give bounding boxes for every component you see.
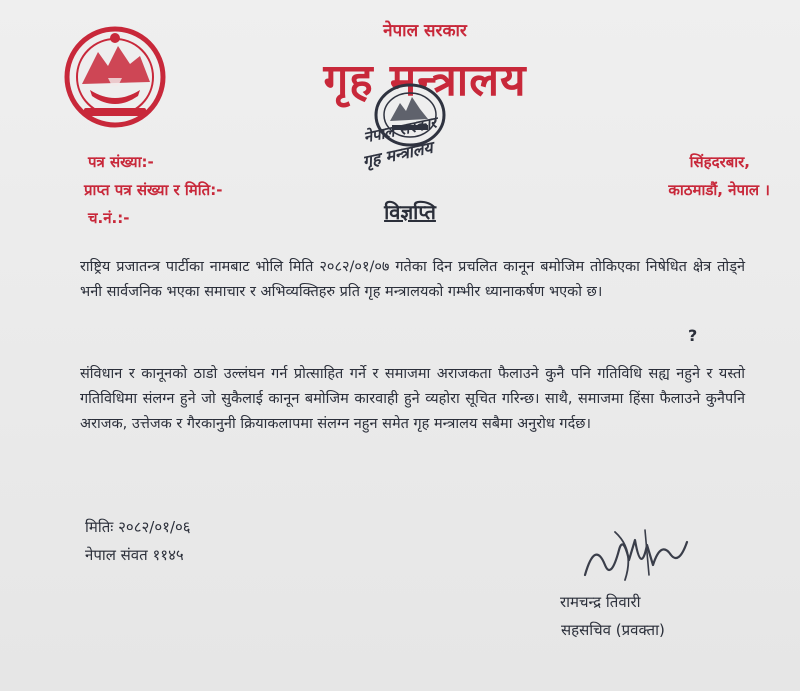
stray-mark: ? <box>688 326 698 345</box>
notice-date: मितिः २०८२/०१/०६ <box>85 518 191 536</box>
signature-icon <box>575 520 695 590</box>
address-line-1: सिंहदरबार, <box>689 153 750 171</box>
dispatch-number-label: च.नं.:- <box>88 209 130 227</box>
government-name: नेपाल सरकार <box>383 21 467 41</box>
signatory-name: रामचन्द्र तिवारी <box>560 593 641 611</box>
nepal-emblem-icon <box>60 22 170 132</box>
ministry-name: गृह मन्त्रालय <box>323 55 527 106</box>
notice-paragraph-1: राष्ट्रिय प्रजातन्त्र पार्टीका नामबाट भोलि मिति २०८२/०१/०७ गतेका दिन प्रचलित कानून बमोजिम तोकिएका निषेधित क्षेत्र तोड्ने भनी सार्वजनिक भएका समाचार र अभिव्यक्तिहरु प्रति गृह मन्त्रालयको गम्भीर ध्यानाकर्षण भएको छ। <box>80 259 745 300</box>
notice-paragraph-2: संविधान र कानूनको ठाडो उल्लंघन गर्न प्रोत्साहित गर्ने र समाजमा अराजकता फैलाउने कुनै पनि गतिविधि सह्य नहुने र यस्तो गतिविधिमा संलग्न हुने जो सुकैलाई कानून बमोजिम कारवाही हुने व्यहोरा सूचित गरिन्छ। साथै, समाजमा हिंसा फैलाउने कुनैपनि अराजक, उत्तेजक र गैरकानुनी क्रियाकलापमा संलग्न नहुन समेत गृह मन्त्रालय सबैमा अनुरोध गर्दछ। <box>80 366 745 432</box>
address-line-2: काठमाडौं, नेपाल । <box>668 181 770 199</box>
received-letter-label: प्राप्त पत्र संख्या र मिति:- <box>84 181 223 199</box>
stamp-text-line1: नेपाल सरकार <box>361 113 439 147</box>
letter-number-label: पत्र संख्या:- <box>88 153 154 171</box>
stamp-text-line2: गृह मन्त्रालय <box>360 137 435 172</box>
signatory-title: सहसचिव (प्रवक्ता) <box>561 621 665 639</box>
nepal-sambat-date: नेपाल संवत ११४५ <box>85 546 184 564</box>
notice-title: विज्ञप्ति <box>384 200 436 224</box>
